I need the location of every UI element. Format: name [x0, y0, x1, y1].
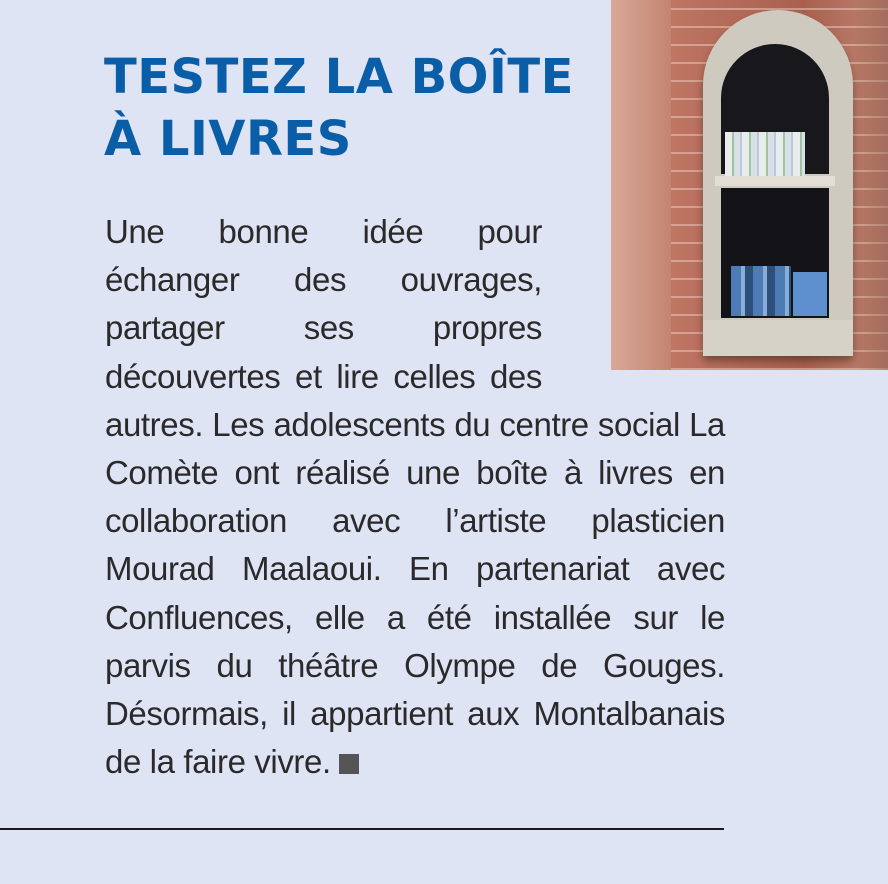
- bottom-rule: [0, 828, 724, 830]
- photo-shadow: [854, 0, 888, 370]
- end-mark-square: [339, 754, 359, 774]
- photo-wrap-spacer: [542, 208, 725, 400]
- article-body: [105, 208, 725, 786]
- article-title: [104, 46, 584, 170]
- books-upper-shelf: [725, 132, 805, 176]
- article-title-line-2: À LIVRES: [104, 111, 352, 167]
- book-box-shelf: [715, 176, 835, 186]
- books-lower-shelf: [731, 266, 791, 316]
- article-title-line-1: TESTEZ LA BOÎTE: [104, 49, 574, 105]
- article-body-text: Une bonne idée pour échanger des ouvrages, partager ses propres découvertes et lire celles des autres. Les adolescents du centre social La Comète ont réalisé une boîte à livres en collaboration avec l’artiste plasticien Mourad Maalaoui. En partenariat avec Confluences, elle a été installée sur le parvis du théâtre Olympe de Gouges. Désormais, il appartient aux Montalbanais de la faire vivre.: [105, 213, 725, 781]
- book-box-base: [703, 320, 853, 356]
- books-lower-shelf-right: [793, 272, 827, 316]
